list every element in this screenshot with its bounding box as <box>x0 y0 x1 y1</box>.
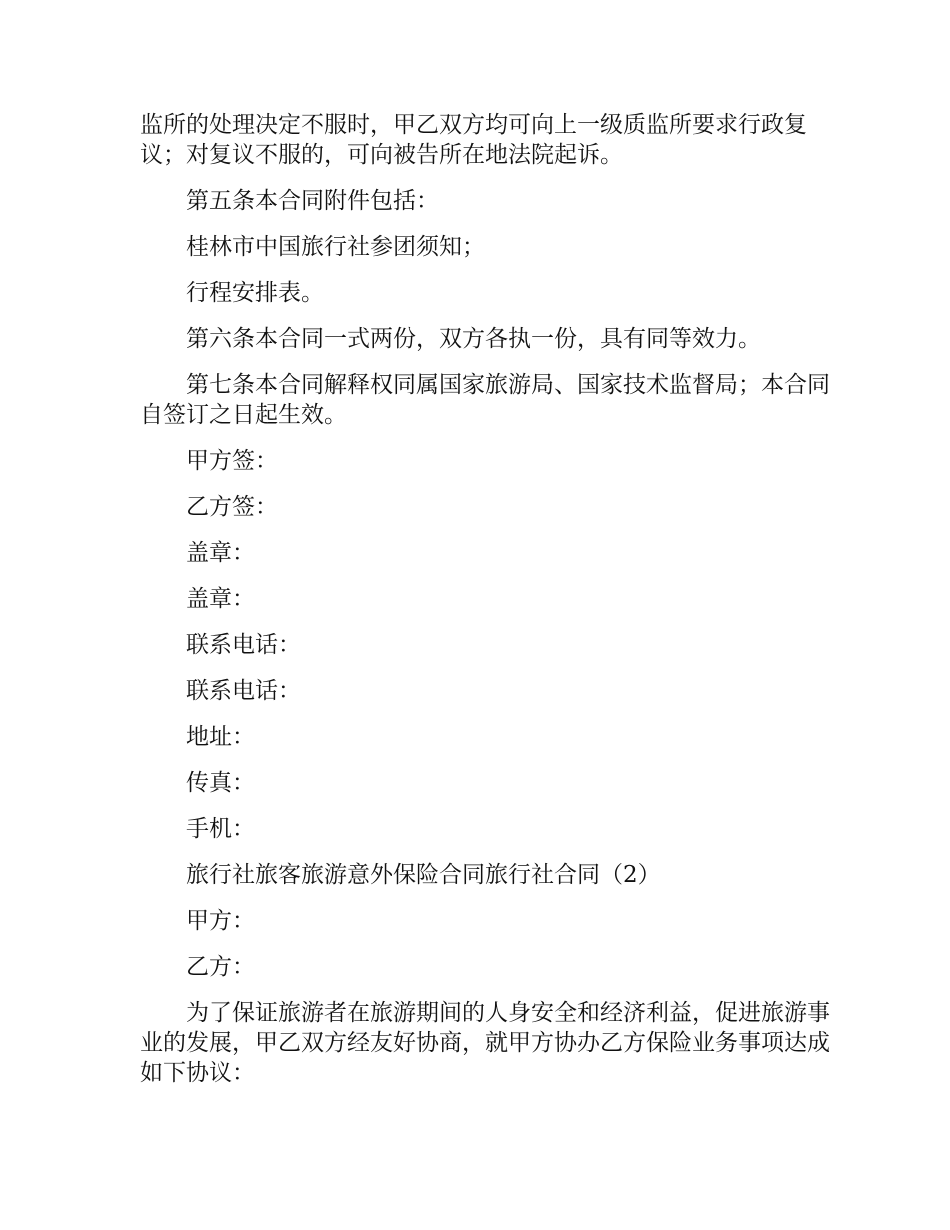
seal-label-b: 盖章： <box>186 586 255 612</box>
paragraph-continuation: 监所的处理决定不服时，甲乙双方均可向上一级质监所要求行政复议；对复议不服的，可向被告所在地法院起诉。 <box>140 112 807 168</box>
section-title: 旅行社旅客旅游意外保险合同旅行社合同（2） <box>186 862 661 888</box>
party-b-label: 乙方： <box>186 954 255 980</box>
document-page <box>140 110 830 1104</box>
phone-label-a: 联系电话： <box>186 632 301 658</box>
paragraph-article-5: 第五条本合同附件包括： <box>186 188 439 214</box>
party-a-signature-label: 甲方签： <box>186 448 278 474</box>
address-label: 地址： <box>186 724 255 750</box>
paragraph-preamble: 为了保证旅游者在旅游期间的人身安全和经济利益，促进旅游事业的发展，甲乙双方经友好协商，就甲方协办乙方保险业务事项达成如下协议： <box>140 1000 830 1086</box>
paragraph-attachment-2: 行程安排表。 <box>186 280 324 306</box>
party-b-signature-label: 乙方签： <box>186 494 278 520</box>
paragraph-attachment-1: 桂林市中国旅行社参团须知； <box>186 234 485 260</box>
mobile-label: 手机： <box>186 816 255 842</box>
paragraph-article-6: 第六条本合同一式两份，双方各执一份，具有同等效力。 <box>186 326 761 352</box>
seal-label-a: 盖章： <box>186 540 255 566</box>
phone-label-b: 联系电话： <box>186 678 301 704</box>
fax-label: 传真： <box>186 770 255 796</box>
paragraph-article-7: 第七条本合同解释权同属国家旅游局、国家技术监督局；本合同自签订之日起生效。 <box>140 372 830 428</box>
party-a-label: 甲方： <box>186 908 255 934</box>
